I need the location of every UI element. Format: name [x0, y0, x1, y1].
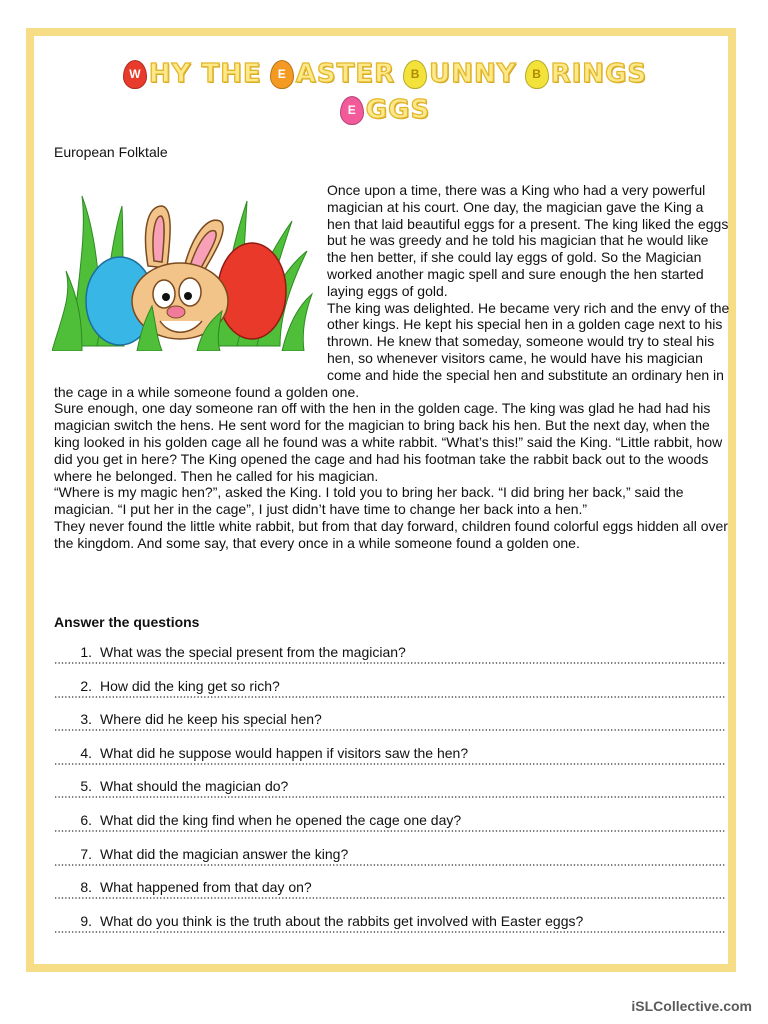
question-text: Where did he keep his special hen? [100, 711, 322, 728]
question-number: 8. [80, 879, 92, 896]
answer-line[interactable] [54, 830, 726, 832]
answer-line[interactable] [54, 729, 726, 731]
question-text: What do you think is the truth about the rabbits get involved with Easter eggs? [100, 912, 584, 929]
title-egg-letter: E [340, 96, 364, 125]
question-item [54, 709, 726, 743]
worksheet-title [34, 56, 728, 128]
question-item [54, 844, 726, 878]
title-egg-letter: W [123, 60, 147, 89]
question-number: 1. [80, 644, 92, 660]
question-number: 5. [80, 778, 92, 795]
question-item [54, 810, 726, 844]
questions-list [54, 642, 726, 944]
question-text: What was the special present from the magician? [100, 644, 406, 660]
question-text: What did the magician answer the king? [100, 845, 349, 862]
question-item [54, 642, 726, 676]
answer-line[interactable] [54, 763, 726, 765]
question-text: What did the king find when he opened the cage one day? [100, 811, 462, 828]
question-item [54, 911, 726, 945]
question-item [54, 776, 726, 810]
title-word: HY THE [148, 59, 262, 89]
subtitle: European Folktale [54, 144, 168, 160]
story-text [54, 182, 730, 552]
question-number: 7. [80, 845, 92, 862]
title-word: ASTER [295, 59, 396, 89]
question-text: What happened from that day on? [100, 879, 312, 896]
worksheet-frame [26, 28, 736, 972]
question-text: What should the magician do? [100, 778, 289, 795]
title-word: GGS [365, 95, 431, 125]
story-paragraph-1: Once upon a time, there was a King who had a very powerful magician at his court. One day, the magician gave the King a hen that laid beautiful eggs for a present. The king liked the eggs but he was greedy and he told his magician that he would like the hen better, if she could lay eggs of gold. So the Magician worked another magic spell and sure enough the hen started laying eggs of gold. [327, 182, 729, 299]
title-egg-letter: B [403, 60, 427, 89]
story-paragraph-2: The king was delighted. He became very rich and the envy of the other kings. He kept his special hen in a golden cage next to his thrown. He knew that someday, someone would try to steal his hen, so whenever visitors came, he would have his magician come and hide the special hen and substitute an ordinary hen in the cage in a while someone found a golden one. [54, 299, 730, 400]
answer-line[interactable] [54, 931, 726, 933]
question-number: 6. [80, 811, 92, 828]
answer-line[interactable] [54, 897, 726, 899]
story-paragraph-3: Sure enough, one day someone ran off with the hen in the golden cage. The king was glad he had had his magician switch the hens. He sent word for the magician to bring back his hen. But the next day, when the king looked in his golden cage all he found was a white rabbit. “What’s this!” said the King. “Little rabbit, how did you get in here? The King opened the cage and had his footman take the rabbit back out to the woods where he belonged. Then he called for his magician. [54, 400, 723, 484]
title-word: RINGS [550, 59, 648, 89]
title-egg-letter: B [525, 60, 549, 89]
questions-heading: Answer the questions [54, 614, 200, 630]
story-paragraph-4: “Where is my magic hen?”, asked the King. I told you to bring her back. “I did bring her back,” said the magician. “I put her in the cage”, I just didn’t have time to change her back into a hen.” [54, 484, 684, 518]
illustration-spacer [54, 182, 327, 372]
answer-line[interactable] [54, 796, 726, 798]
answer-line[interactable] [54, 864, 726, 866]
title-line-1 [34, 56, 728, 92]
question-item [54, 676, 726, 710]
title-egg-letter: E [270, 60, 294, 89]
story-paragraph-5: They never found the little white rabbit, but from that day forward, children found colorful eggs hidden all over the kingdom. And some say, that every once in a while someone found a golden one. [54, 517, 728, 551]
question-item [54, 877, 726, 911]
question-text: What did he suppose would happen if visitors saw the hen? [100, 744, 469, 761]
title-line-2 [34, 92, 728, 128]
answer-line[interactable] [54, 662, 726, 664]
question-item [54, 743, 726, 777]
question-number: 2. [80, 677, 92, 694]
answer-line[interactable] [54, 696, 726, 698]
question-number: 9. [80, 912, 92, 929]
title-word: UNNY [429, 59, 517, 89]
question-text: How did the king get so rich? [100, 677, 280, 694]
footer-watermark: iSLCollective.com [631, 998, 752, 1014]
question-number: 4. [80, 744, 92, 761]
question-number: 3. [80, 711, 92, 728]
